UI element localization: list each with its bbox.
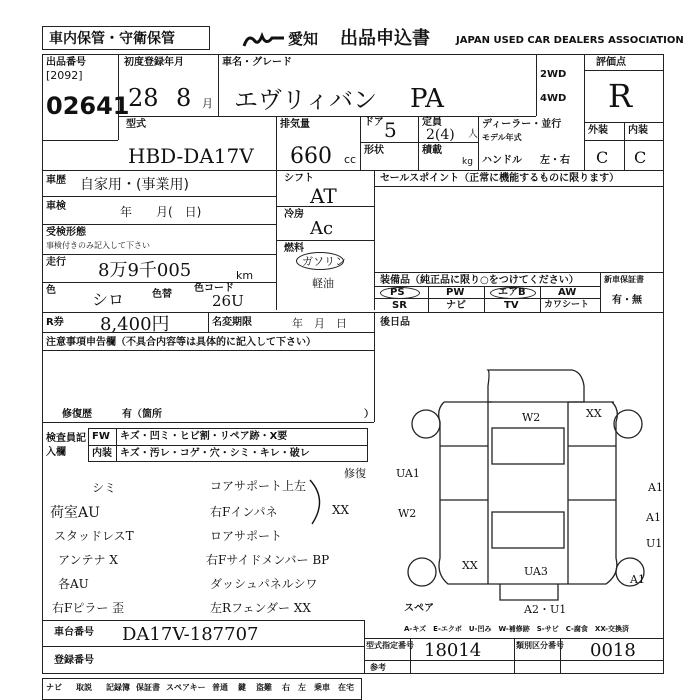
ac-label: 冷房 [284, 209, 304, 220]
warranty-options: 有・無 [612, 295, 642, 306]
repair-label: 修復歴 [62, 409, 92, 420]
month-unit: 月 [202, 97, 213, 110]
inspector-line-1-left: シミ [92, 481, 117, 495]
capacity: 2(4) [426, 127, 455, 143]
shape-label: 形状 [364, 145, 384, 156]
inspection-value: 年 月( 日) [120, 205, 202, 219]
class-number-value: 0018 [590, 640, 636, 661]
shift: AT [310, 184, 337, 208]
inspector-line-3-right: ロアサポート [210, 529, 283, 543]
color-label: 色 [46, 285, 56, 296]
sales-point-label: セールスポイント（正常に機能するものに限ります） [380, 173, 620, 184]
form-title: 出品申込書 [340, 28, 430, 49]
inspector-line-4-right: 右Fサイドメンバー BP [206, 553, 330, 567]
inspector-row1: キズ・凹ミ・ヒビ割・リペア跡・X要 [120, 431, 288, 442]
rating-label: 評価点 [596, 57, 626, 68]
person-unit: 人 [468, 129, 478, 140]
chassis-number: DA17V-187707 [122, 624, 259, 645]
inspector-row1-tag: FW [92, 431, 110, 442]
equip-navi: ナビ [446, 300, 466, 311]
repair-mark: 修復 [344, 467, 366, 480]
inspector-line-3-left: スタッドレスT [54, 529, 134, 543]
footer-ride: 乗車 [314, 683, 330, 692]
color-code-label: 色コード [194, 283, 234, 294]
footer-home: 在宅 [338, 683, 354, 692]
footer-theft: 盗難 [256, 683, 272, 692]
equipment-label: 装備品（純正品に限り○をつけてください） [380, 275, 579, 286]
exterior-label: 外装 [588, 125, 608, 136]
inspection-type-note: 事検付きのみ記入して下さい [46, 241, 150, 250]
usage-value: 自家用・(事業用) [80, 177, 189, 193]
load-label: 積載 [422, 145, 442, 156]
diagram-mark-u1: U1 [646, 537, 663, 550]
km-unit: km [236, 269, 254, 282]
inspector-line-6-right: 左Rフェンダー XX [210, 601, 311, 615]
interior-grade: C [634, 148, 647, 167]
diagram-mark-w2-left: W2 [398, 507, 417, 520]
interior-label: 内装 [628, 125, 648, 136]
lot-number: 02641 [46, 92, 130, 120]
inspector-label: 検査員記入欄 [46, 433, 86, 458]
recycle-label: R券 [46, 317, 64, 328]
storage-type: 車内保管・守衛保管 [49, 31, 175, 47]
inspector-line-2-left: 荷室AU [50, 505, 100, 521]
footer-navi: ナビ [46, 683, 62, 692]
inspector-line-6-left: 右Fピラー 歪 [52, 601, 125, 615]
dealer-label: ディーラー・並行 [482, 119, 562, 130]
ref-label: 参考 [370, 663, 386, 672]
chassis-label: 車台番号 [54, 627, 94, 638]
diagram-mark-ua3: UA3 [524, 565, 548, 578]
equip-pw: PW [446, 287, 465, 298]
equip-seat: カワシート [544, 300, 590, 310]
inspector-line-2-right: 右Fインパネ [210, 505, 278, 519]
equip-sr: SR [392, 300, 407, 311]
first-reg-label: 初度登録年月 [124, 57, 184, 68]
bracket-mark [306, 478, 330, 526]
exterior-grade: C [596, 148, 609, 167]
inspector-line-1-right: コアサポート上左 [210, 479, 307, 493]
reg-number-label: 登録番号 [54, 655, 94, 666]
name-change-value: 年 月 日 [292, 317, 347, 330]
reg-year: 28 [128, 84, 159, 112]
shift-label: シフト [284, 173, 314, 184]
inspection-type-label: 受検形態 [46, 227, 86, 238]
equip-aw: AW [558, 287, 577, 298]
rating-value: R [608, 77, 633, 115]
diagram-mark-a1-right2: A1 [646, 511, 661, 524]
recycle-amount: 8,400円 [100, 314, 170, 335]
usage-label: 車歴 [46, 175, 66, 186]
displacement: 660 [290, 144, 332, 169]
class-number-label: 類別区分番号 [516, 641, 564, 650]
footer-record: 記録簿 [106, 683, 130, 692]
grade: PA [410, 84, 444, 114]
footer-normal: 普通 [212, 683, 228, 692]
footer-key: 鍵 [238, 683, 246, 692]
cc-unit: cc [344, 153, 357, 166]
mileage-label: 走行 [46, 257, 66, 268]
diagram-mark-a1-right: A1 [648, 481, 663, 494]
inspector-xx: XX [332, 503, 350, 517]
diagram-mark-ua1: UA1 [396, 467, 420, 480]
repair-close: ） [364, 409, 374, 420]
displacement-label: 排気量 [280, 119, 310, 130]
inspector-line-5-right: ダッシュパネルシワ [210, 577, 318, 591]
diagram-mark-a2-u1: A2・U1 [524, 603, 567, 616]
equip-tv: TV [504, 300, 519, 311]
inspection-label: 車検 [46, 201, 66, 212]
lot-sub-number: [2092] [46, 69, 83, 82]
handle-label: ハンドル [482, 155, 522, 166]
footer-right: 右 [282, 683, 290, 692]
footer-manual: 取説 [76, 683, 92, 692]
damage-legend: A-キズ E-エクボ U-凹み W-補修跡 S-サビ C-腐食 XX-交換済 [404, 625, 630, 633]
type-number-value: 18014 [424, 640, 482, 661]
fuel-gasoline: ガソリン [302, 255, 346, 268]
name-change-label: 名変期限 [212, 317, 252, 328]
caution-label: 注意事項申告欄（不具合内容等は具体的に記入して下さい） [46, 337, 316, 348]
model-grade-label: 車名・グレード [222, 57, 292, 68]
color: シロ [92, 290, 125, 309]
capacity-label: 定員 [422, 117, 442, 128]
warranty-label: 新車保証書 [604, 275, 644, 284]
reg-month: 8 [176, 84, 192, 112]
footer-left: 左 [298, 683, 306, 692]
diagram-mark-a1-rear: A1 [630, 573, 645, 586]
storage-type-box [42, 26, 210, 50]
diagram-mark-xx-rear: XX [462, 559, 478, 572]
fuel-oil: 軽油 [312, 277, 334, 290]
model-year-label: モデル年式 [482, 133, 522, 142]
inspector-row2: キズ・汚レ・コゲ・穴・シミ・キレ・破レ [120, 448, 310, 459]
kg-unit: kg [462, 157, 473, 167]
fuel-label: 燃料 [284, 243, 304, 254]
equip-ps: PS [390, 287, 405, 298]
after-market-label: 後日品 [380, 317, 410, 328]
model-code-label: 型式 [126, 119, 146, 130]
model-name: エヴリィバン [234, 86, 378, 114]
diagram-mark-xx-top: XX [586, 407, 602, 420]
drive-4wd: 4WD [540, 93, 567, 104]
lot-label: 出品番号 [46, 57, 86, 68]
inspector-line-5-left: 各AU [58, 577, 89, 591]
color-change-label: 色替 [152, 289, 172, 300]
logo-text: 愛知 [288, 30, 319, 48]
ac: Ac [310, 218, 334, 239]
model-code: HBD-DA17V [128, 144, 254, 168]
doors: 5 [384, 118, 397, 142]
inspector-line-4-left: アンテナ X [58, 553, 118, 567]
footer-warranty: 保証書 [136, 683, 160, 692]
mileage: 8万9千005 [98, 260, 192, 281]
color-code: 26U [212, 292, 244, 310]
association-name: JAPAN USED CAR DEALERS ASSOCIATION [456, 35, 684, 46]
diagram-mark-w2-top: W2 [522, 411, 541, 424]
drive-2wd: 2WD [540, 69, 567, 80]
type-number-label: 型式指定番号 [366, 641, 414, 650]
spare-label: スペア [404, 603, 434, 614]
inspector-row2-tag: 内装 [92, 448, 112, 459]
repair-value: 有（箇所 [122, 409, 162, 420]
handle-options: 左・右 [540, 155, 570, 166]
equip-airbag: エアB [498, 287, 526, 298]
footer-spare-key: スペアキー [166, 683, 206, 692]
doors-label: ドア [364, 117, 384, 128]
jaa-logo [242, 32, 286, 48]
